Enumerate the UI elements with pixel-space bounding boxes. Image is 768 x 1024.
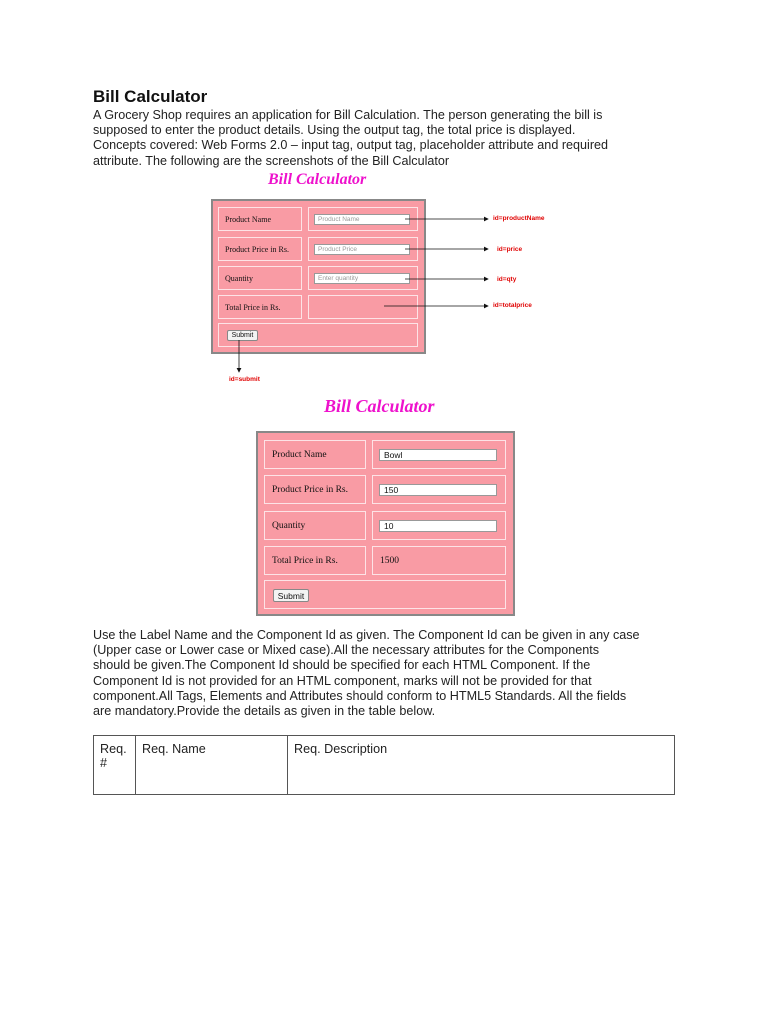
product-price-cell [308,237,418,261]
total-price-output [308,295,418,319]
product-price-label: Product Price in Rs. [218,237,302,261]
page-heading: Bill Calculator [93,87,208,106]
submit-row [264,580,506,609]
figure1-title: Bill Calculator [268,171,367,188]
submit-row [218,323,418,347]
instructions-paragraph [93,628,653,719]
figure1-form [211,199,426,354]
intro-line: attribute. The following are the screenshots of the Bill Calculator [93,153,450,168]
table-header-row [94,736,675,795]
total-price-output: 1500 [372,546,506,575]
id-label-qty: id=qty [497,276,517,283]
product-name-label: Product Name [264,440,366,469]
figure2-form [256,431,515,616]
product-name-input[interactable]: Bowl [379,449,497,461]
intro-line: Concepts covered: Web Forms 2.0 – input tag, output tag, placeholder attribute and required [93,138,609,153]
product-name-cell [372,440,506,469]
instructions-line: are mandatory.Provide the details as given in the table below. [93,704,436,719]
intro-paragraph [93,108,653,169]
instructions-line: Component Id is not provided for an HTML component, marks will not be provided for that [93,673,592,688]
product-price-label: Product Price in Rs. [264,475,366,504]
product-price-cell [372,475,506,504]
id-label-productname: id=productName [493,215,545,222]
product-price-input[interactable]: Product Price [314,244,410,255]
quantity-cell [372,511,506,540]
id-label-totalprice: id=totalprice [493,302,532,309]
instructions-line: component.All Tags, Elements and Attributes should conform to HTML5 Standards. All the fields [93,688,627,703]
quantity-input[interactable]: 10 [379,520,497,532]
quantity-label: Quantity [264,511,366,540]
header-req-name: Req. Name [136,736,288,795]
product-price-input[interactable]: 150 [379,484,497,496]
requirements-table [93,735,675,795]
product-name-label: Product Name [218,207,302,231]
product-name-cell [308,207,418,231]
figure2-title: Bill Calculator [324,396,435,416]
intro-line: A Grocery Shop requires an application for Bill Calculation. The person generating the bill is [93,108,603,122]
total-price-label: Total Price in Rs. [264,546,366,575]
submit-button[interactable]: Submit [227,330,258,341]
instructions-line: should be given.The Component Id should be specified for each HTML Component. If the [93,658,591,673]
instructions-line: Use the Label Name and the Component Id as given. The Component Id can be given in any case [93,628,640,642]
instructions-line: (Upper case or Lower case or Mixed case).All the necessary attributes for the Components [93,643,600,658]
product-name-input[interactable]: Product Name [314,214,410,225]
id-label-price: id=price [497,246,523,253]
total-price-label: Total Price in Rs. [218,295,302,319]
quantity-cell [308,266,418,290]
id-label-submit: id=submit [229,376,260,383]
header-req-description: Req. Description [288,736,675,795]
quantity-input[interactable]: Enter quantity [314,273,410,284]
submit-button[interactable]: Submit [273,589,309,602]
header-req-number: Req. # [94,736,136,795]
quantity-label: Quantity [218,266,302,290]
intro-line: supposed to enter the product details. Using the output tag, the total price is displayed. [93,123,576,138]
